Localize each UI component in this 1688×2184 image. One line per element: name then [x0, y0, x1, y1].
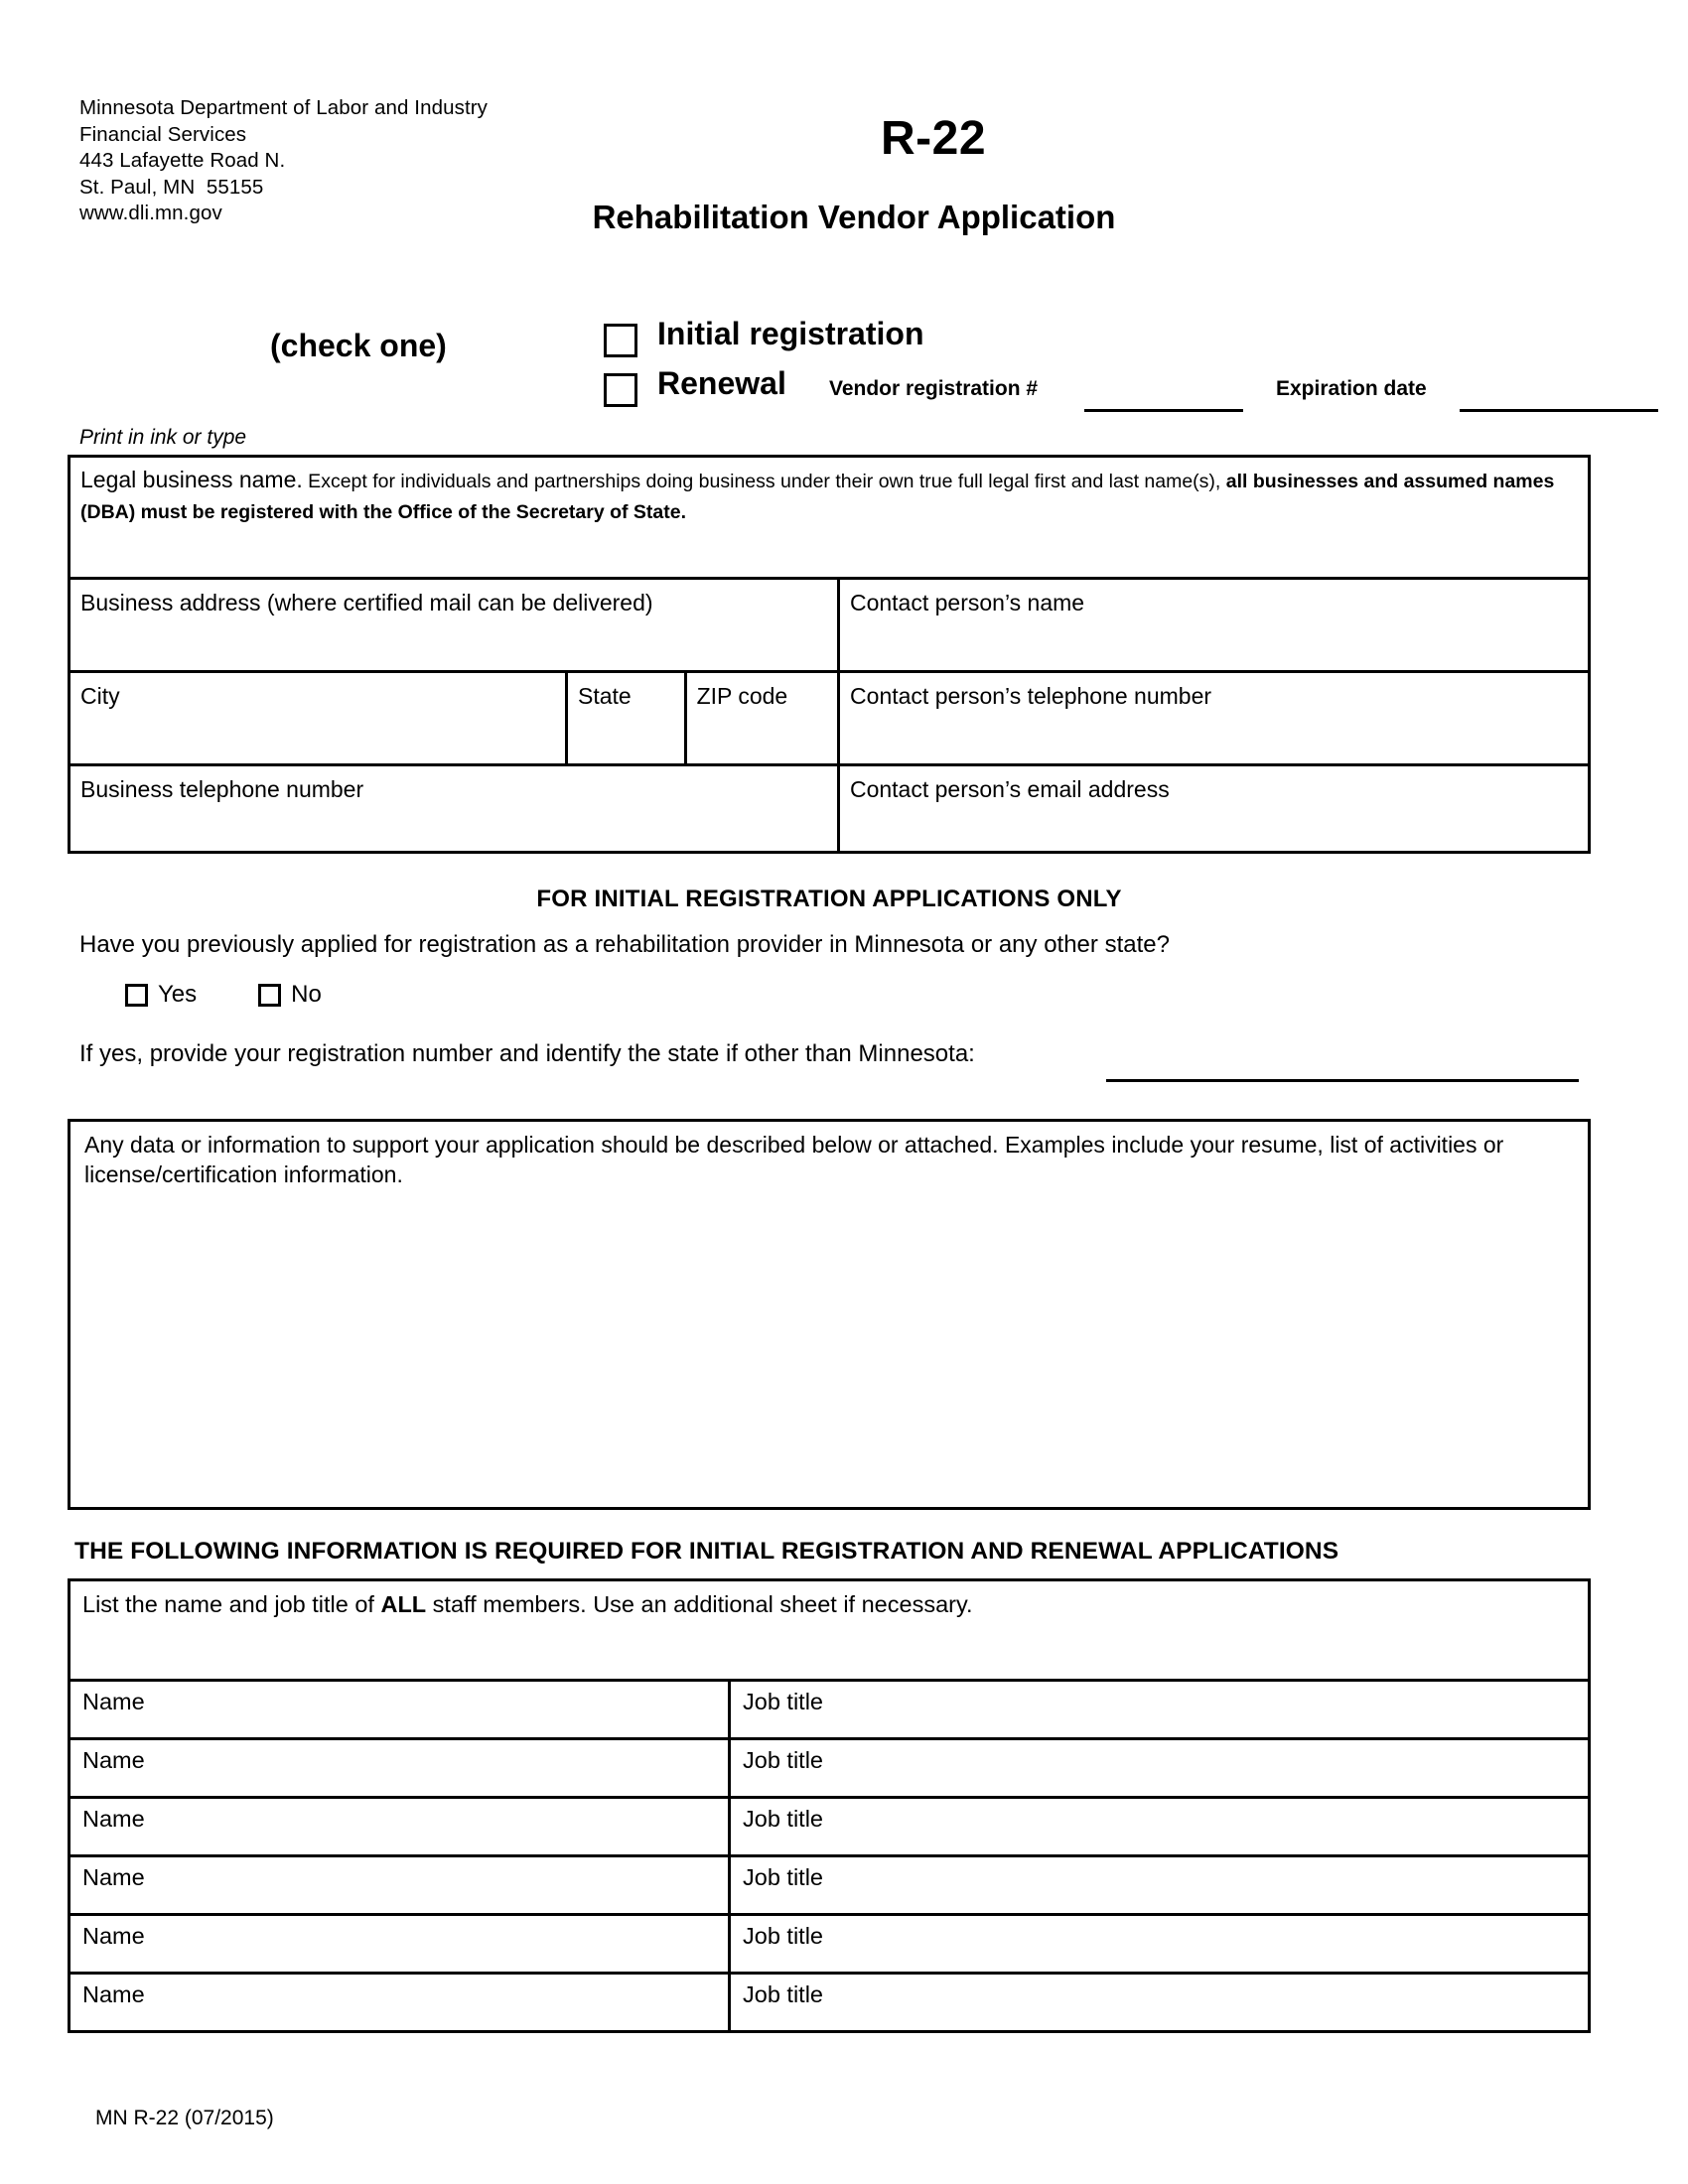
- supporting-information-box[interactable]: [68, 1119, 1591, 1510]
- table-row: [70, 1737, 1588, 1796]
- table-row: [70, 458, 1588, 577]
- initial-registration-heading: FOR INITIAL REGISTRATION APPLICATIONS ONLY: [536, 886, 1122, 912]
- label-no: No: [291, 981, 322, 1008]
- staff-name-field[interactable]: [70, 1682, 728, 1737]
- staff-job-title-field[interactable]: [728, 1740, 1588, 1796]
- business-address-label: Business address (where certified mail can be delivered): [80, 590, 653, 615]
- zip-code-label: ZIP code: [696, 683, 788, 709]
- staff-job-title-label: Job title: [743, 1981, 823, 2007]
- agency-line-4: St. Paul, MN 55155: [79, 175, 264, 199]
- expiration-date-label: Expiration date: [1276, 377, 1427, 400]
- checkbox-initial-registration[interactable]: [604, 324, 637, 357]
- table-row: [70, 1854, 1588, 1913]
- staff-members-table: [68, 1578, 1591, 2033]
- staff-name-label: Name: [82, 1747, 145, 1773]
- staff-name-field[interactable]: [70, 1857, 728, 1913]
- table-row: [70, 1679, 1588, 1737]
- staff-job-title-label: Job title: [743, 1689, 823, 1714]
- legal-business-name-detail: Except for individuals and partnerships doing business under their own true full legal first and last name(s),: [302, 471, 1226, 492]
- following-information-heading: THE FOLLOWING INFORMATION IS REQUIRED FOR INITIAL REGISTRATION AND RENEWAL APPLICATIONS: [74, 1538, 1339, 1565]
- contact-email-field[interactable]: [837, 763, 1588, 851]
- business-phone-label: Business telephone number: [80, 776, 364, 802]
- check-one-label: (check one): [270, 328, 447, 363]
- state-field[interactable]: [565, 670, 684, 763]
- legal-business-name-detail-bold: all businesses and assumed names (DBA) must be registered with the Office of the Secretary of State.: [80, 471, 1555, 523]
- table-row: [70, 763, 1588, 851]
- contact-name-field[interactable]: [837, 577, 1588, 670]
- staff-name-label: Name: [82, 1806, 145, 1832]
- supporting-information-instructions: Any data or information to support your application should be described below or attached. Examples include your resume, list of activities or license/certification information.: [84, 1132, 1504, 1187]
- table-row: [70, 1913, 1588, 1972]
- label-renewal: Renewal: [657, 365, 786, 401]
- checkbox-renewal[interactable]: [604, 373, 637, 407]
- legal-business-name-field[interactable]: [70, 458, 1588, 577]
- staff-job-title-field[interactable]: [728, 1799, 1588, 1854]
- initial-registration-only-section: [68, 886, 1591, 1086]
- vendor-registration-input[interactable]: [1084, 409, 1243, 412]
- staff-intro-all: ALL: [380, 1591, 427, 1617]
- table-row: [70, 1972, 1588, 2030]
- previous-application-question: Have you previously applied for registration as a rehabilitation provider in Minnesota or any other state?: [79, 931, 1170, 958]
- staff-name-label: Name: [82, 1981, 145, 2007]
- contact-phone-label: Contact person’s telephone number: [850, 683, 1212, 709]
- label-yes: Yes: [158, 981, 198, 1008]
- check-one-section: [79, 316, 1609, 420]
- staff-name-field[interactable]: [70, 1799, 728, 1854]
- if-yes-label: If yes, provide your registration number and identify the state if other than Minnesota:: [79, 1040, 975, 1067]
- table-row: [70, 670, 1588, 763]
- vendor-registration-label: Vendor registration #: [829, 377, 1039, 400]
- staff-name-field[interactable]: [70, 1975, 728, 2030]
- page-header: [79, 95, 1609, 264]
- staff-job-title-field[interactable]: [728, 1916, 1588, 1972]
- staff-name-label: Name: [82, 1864, 145, 1890]
- staff-table-instructions: [70, 1581, 1588, 1679]
- checkbox-no[interactable]: [258, 984, 281, 1007]
- form-code: R-22: [880, 112, 987, 165]
- staff-job-title-field[interactable]: [728, 1857, 1588, 1913]
- form-id-footer: MN R-22 (07/2015): [95, 2107, 274, 2129]
- expiration-date-input[interactable]: [1460, 409, 1658, 412]
- contact-name-label: Contact person’s name: [849, 590, 1085, 615]
- staff-job-title-label: Job title: [743, 1806, 823, 1832]
- staff-job-title-label: Job title: [743, 1923, 823, 1949]
- table-row: [70, 1796, 1588, 1854]
- city-label: City: [80, 683, 120, 709]
- print-in-ink-note: Print in ink or type: [79, 426, 247, 449]
- business-information-table: [68, 455, 1591, 854]
- agency-address-block: [79, 95, 488, 227]
- checkbox-yes[interactable]: [125, 984, 148, 1007]
- legal-business-name-label: Legal business name.: [80, 467, 303, 492]
- agency-line-2: Financial Services: [79, 122, 247, 146]
- staff-job-title-label: Job title: [743, 1864, 823, 1890]
- staff-intro-lead: List the name and job title of: [82, 1591, 381, 1617]
- staff-job-title-label: Job title: [743, 1747, 823, 1773]
- contact-phone-field[interactable]: [837, 670, 1588, 763]
- agency-line-1: Minnesota Department of Labor and Industry: [79, 96, 489, 119]
- staff-intro-tail: staff members. Use an additional sheet if necessary.: [426, 1591, 973, 1617]
- if-yes-input[interactable]: [1106, 1079, 1579, 1082]
- city-field[interactable]: [70, 670, 565, 763]
- staff-name-field[interactable]: [70, 1916, 728, 1972]
- staff-name-label: Name: [82, 1923, 145, 1949]
- agency-website: www.dli.mn.gov: [79, 202, 222, 224]
- label-initial-registration: Initial registration: [657, 316, 924, 351]
- staff-name-field[interactable]: [70, 1740, 728, 1796]
- staff-job-title-field[interactable]: [728, 1975, 1588, 2030]
- table-row: [70, 577, 1588, 670]
- business-address-field[interactable]: [70, 577, 837, 670]
- yes-no-row: [68, 981, 1591, 1009]
- state-label: State: [578, 683, 632, 709]
- page-title: Rehabilitation Vendor Application: [592, 199, 1116, 235]
- business-phone-field[interactable]: [70, 763, 837, 851]
- if-yes-row: [68, 1040, 1591, 1086]
- staff-name-label: Name: [82, 1689, 145, 1714]
- agency-line-3: 443 Lafayette Road N.: [79, 149, 286, 172]
- staff-job-title-field[interactable]: [728, 1682, 1588, 1737]
- contact-email-label: Contact person’s email address: [849, 776, 1170, 802]
- zip-code-field[interactable]: [684, 670, 837, 763]
